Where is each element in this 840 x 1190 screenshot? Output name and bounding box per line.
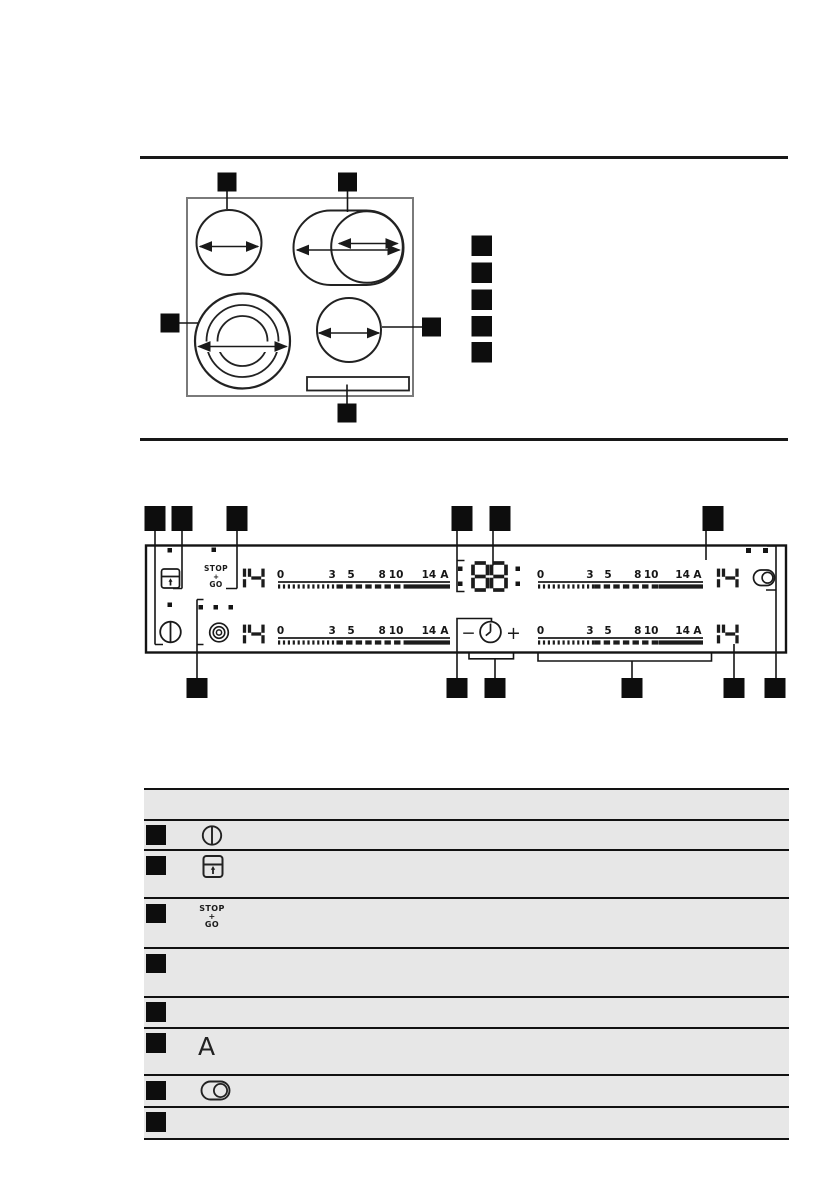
- table-header-row: [144, 790, 789, 819]
- slider-scale-label: 5: [604, 625, 612, 637]
- callout-marker-timer-clock: [447, 678, 468, 698]
- table-row-auto-heat: [144, 1027, 789, 1075]
- stop-go-line1: STOP: [199, 904, 225, 913]
- side-legend-markers: [472, 236, 493, 363]
- callout-marker-lock: [172, 506, 193, 531]
- slider-scale-label: 8: [378, 625, 386, 637]
- slider-scale-label: 0: [276, 569, 285, 581]
- legend-marker-3: [472, 290, 493, 311]
- lock-indicator-dot: [168, 548, 173, 553]
- lock-icon: [200, 854, 226, 880]
- table-row-power: [144, 819, 789, 850]
- cooktop-layout-diagram: [140, 150, 640, 440]
- row-marker: [146, 1002, 166, 1022]
- zone-indicator-dot-1: [199, 605, 204, 610]
- slider-scale-label: 14: [675, 625, 690, 637]
- slider-scale-label: 14: [421, 569, 437, 581]
- stop-go-line3: GO: [204, 920, 220, 929]
- slider-scale-label: 8: [378, 569, 386, 581]
- callout-marker-right-control-bar: [622, 678, 643, 698]
- control-panel-diagram: [140, 495, 796, 710]
- legend-marker-4: [472, 316, 493, 337]
- control-display-strip: [307, 377, 409, 391]
- row-marker: [146, 954, 166, 974]
- legend-marker-2: [472, 263, 493, 284]
- slider-scale-label: 14: [421, 625, 437, 637]
- bottom-callout-markers: [187, 678, 786, 698]
- zone-indicator-dot-3: [229, 605, 234, 610]
- row-marker: [146, 1081, 166, 1101]
- callout-marker-heat-display: [724, 678, 745, 698]
- right-indicator-dot-1: [746, 548, 751, 553]
- callout-marker-zone-bottom-right: [422, 318, 441, 337]
- stop-go-label: [196, 905, 228, 929]
- slider-scale-label: 0: [536, 625, 545, 637]
- slider-scale-label: 3: [328, 569, 336, 581]
- slider-scale-label: A: [693, 569, 702, 581]
- timer-minus-label: −: [461, 623, 476, 644]
- legend-table: [144, 788, 789, 1140]
- slider-scale-label: 10: [388, 569, 404, 581]
- callout-marker-power: [145, 506, 166, 531]
- slider-scale-label: 10: [643, 625, 659, 637]
- slider-scale-label: 0: [536, 569, 545, 581]
- zone-top-right-oval: [294, 211, 404, 286]
- slider-scale-label: 5: [347, 569, 355, 581]
- stop-go-line2: +: [208, 912, 216, 921]
- row-marker: [146, 856, 166, 876]
- table-row-8: [144, 1106, 789, 1138]
- timer-zone-dot-top: [458, 567, 463, 572]
- slider-scale-label: A: [440, 569, 449, 581]
- callout-marker-stop-go: [227, 506, 248, 531]
- row-marker: [146, 904, 166, 924]
- slider-scale-label: 10: [388, 625, 404, 637]
- zone-bottom-right: [317, 298, 381, 362]
- timer-plus-label: +: [506, 624, 521, 644]
- slider-scale-label: 0: [276, 625, 285, 637]
- stop-go-indicator-dot: [212, 548, 217, 553]
- power-indicator-dot: [168, 603, 173, 608]
- table-row-stop-go: [144, 897, 789, 947]
- legend-marker-5: [472, 342, 493, 363]
- table-row-oval-zone: [144, 1074, 789, 1106]
- table-row-4: [144, 947, 789, 996]
- callout-marker-zone-top-right: [338, 173, 357, 192]
- row-marker: [146, 825, 166, 845]
- slider-scale-label: A: [693, 625, 702, 637]
- timer-zone-dot-bottom: [458, 582, 463, 587]
- row-marker: [146, 1112, 166, 1132]
- callout-marker-control-bar: [703, 506, 724, 531]
- slider-scale-label: 10: [643, 569, 659, 581]
- slider-scale-label: 14: [675, 569, 690, 581]
- legend-marker-1: [472, 236, 493, 257]
- slider-scale-label: A: [440, 625, 449, 637]
- stop-go-line1: STOP: [204, 564, 228, 573]
- stop-go-line2: +: [213, 573, 219, 581]
- zone-bottom-left-triple: [195, 294, 290, 389]
- callout-marker-timer-indicators: [452, 506, 473, 531]
- slider-scale-label: 3: [586, 569, 594, 581]
- zone-indicator-dot-2: [214, 605, 219, 610]
- top-callout-markers: [145, 506, 724, 531]
- stop-go-line3: GO: [209, 580, 223, 589]
- row-marker: [146, 1033, 166, 1053]
- slider-scale-label: 8: [634, 625, 642, 637]
- timer-colon-dot-top: [516, 567, 521, 572]
- callout-marker-zone-bottom-left: [161, 314, 180, 333]
- callout-marker-display: [338, 404, 357, 423]
- callout-marker-oval-zone: [765, 678, 786, 698]
- slider-scale-label: 8: [634, 569, 642, 581]
- right-indicator-dot-2: [763, 548, 768, 553]
- callout-marker-timer-buttons: [485, 678, 506, 698]
- power-icon: [200, 824, 224, 848]
- oval-zone-icon: [200, 1080, 232, 1102]
- table-row-lock: [144, 849, 789, 897]
- slider-scale-label: 5: [604, 569, 612, 581]
- table-row-5: [144, 996, 789, 1027]
- slider-scale-label: 3: [586, 625, 594, 637]
- zone-top-left: [197, 210, 262, 275]
- letter-a-icon: A: [198, 1031, 216, 1061]
- timer-colon-dot-bottom: [516, 582, 521, 587]
- callout-marker-dual-zone: [187, 678, 208, 698]
- callout-lines: [180, 192, 423, 404]
- slider-scale-label: 3: [328, 625, 336, 637]
- slider-scale-label: 5: [347, 625, 355, 637]
- callout-marker-zone-top-left: [218, 173, 237, 192]
- callout-marker-timer-display: [490, 506, 511, 531]
